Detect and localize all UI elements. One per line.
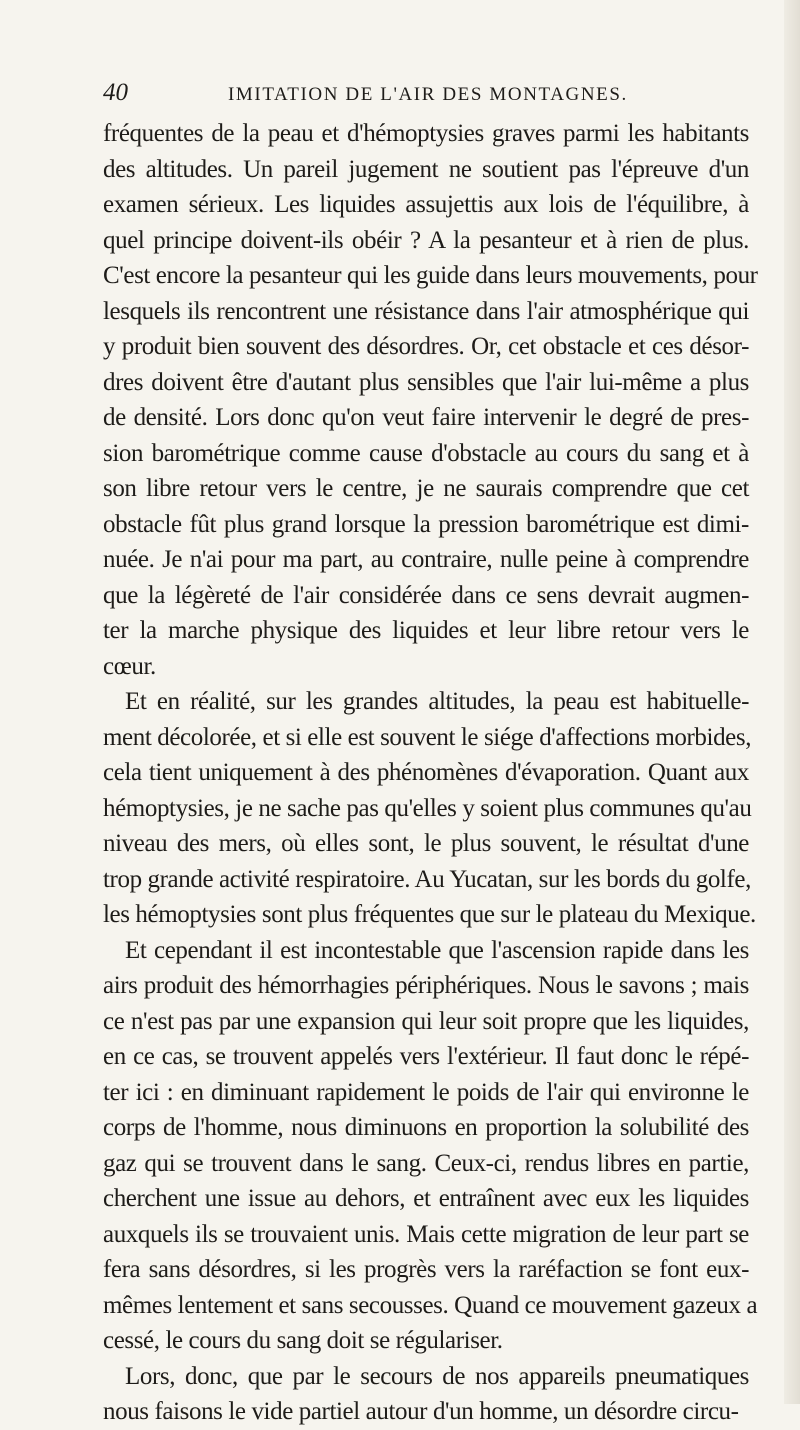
text-line: airs produit des hémorrhagies périphériques. Nous le savons ; mais [103, 972, 749, 999]
text-line: corps de l'homme, nous diminuons en proportion la solubilité des [103, 1114, 749, 1141]
text-line: hémoptysies, je ne sache pas qu'elles y soient plus communes qu'au [103, 794, 752, 822]
text-line: sion barométrique comme cause d'obstacle au cours du sang et à [103, 439, 749, 467]
text-line: cela tient uniquement à des phénomènes d'évaporation. Quant aux [103, 759, 749, 786]
text-line: C'est encore la pesanteur qui les guide dans leurs mouvements, pour [103, 262, 758, 289]
text-line: trop grande activité respiratoire. Au Yucatan, sur les bords du golfe, [103, 865, 751, 893]
page-header [103, 79, 749, 107]
text-line: son libre retour vers le centre, je ne saurais comprendre que cet [103, 475, 749, 502]
text-line: auxquels ils se trouvaient unis. Mais cette migration de leur part se [103, 1220, 749, 1248]
text-line: Et en réalité, sur les grandes altitudes, la peau est habituelle- [125, 688, 749, 715]
text-line: de densité. Lors donc qu'on veut faire intervenir le degré de pres- [103, 404, 749, 431]
text-line: ce n'est pas par une expansion qui leur soit propre que les liquides, [103, 1007, 749, 1035]
text-line: examen sérieux. Les liquides assujettis aux lois de l'équilibre, à [103, 191, 749, 218]
page-number: 40 [103, 79, 128, 106]
text-line: ter la marche physique des liquides et leur libre retour vers le [103, 617, 749, 644]
page-edge [784, 0, 800, 1404]
text-line: lesquels ils rencontrent une résistance dans l'air atmosphérique qui [103, 297, 749, 325]
text-line: cessé, le cours du sang doit se régulariser. [103, 1327, 503, 1354]
text-line: que la légèreté de l'air considérée dans ce sens devrait augmen- [103, 581, 749, 609]
text-line: obstacle fût plus grand lorsque la pression barométrique est dimi- [103, 510, 749, 538]
text-line: quel principe doivent-ils obéir ? A la pesanteur et à rien de plus. [103, 226, 749, 254]
text-line: mêmes lentement et sans secousses. Quand ce mouvement gazeux a [103, 1291, 758, 1319]
text-line: cœur. [103, 652, 156, 680]
text-line: fréquentes de la peau et d'hémoptysies graves parmi les habitants [103, 120, 749, 147]
text-line: niveau des mers, où elles sont, le plus souvent, le résultat d'une [103, 830, 749, 857]
text-line: ment décolorée, et si elle est souvent le siége d'affections morbides, [103, 723, 752, 751]
text-line: gaz qui se trouvent dans le sang. Ceux-ci, rendus libres en partie, [103, 1149, 749, 1177]
text-line: nuée. Je n'ai pour ma part, au contraire, nulle peine à comprendre [103, 546, 749, 573]
text-line: y produit bien souvent des désordres. Or, cet obstacle et ces désor- [103, 333, 749, 360]
text-line: des altitudes. Un pareil jugement ne soutient pas l'épreuve d'un [103, 155, 749, 183]
text-line: nous faisons le vide partiel autour d'un homme, un désordre circu- [103, 1398, 739, 1425]
text-line: fera sans désordres, si les progrès vers la raréfaction se font eux- [103, 1256, 749, 1283]
text-line: dres doivent être d'autant plus sensibles que l'air lui-même a plus [103, 368, 749, 396]
text-line: ter ici : en diminuant rapidement le poids de l'air qui environne le [103, 1078, 749, 1106]
text-line: les hémoptysies sont plus fréquentes que sur le plateau du Mexique. [103, 901, 756, 928]
text-line: cherchent une issue au dehors, et entraînent avec eux les liquides [103, 1185, 749, 1212]
text-line: en ce cas, se trouvent appelés vers l'extérieur. Il faut donc le répé- [103, 1043, 749, 1070]
text-line: Et cependant il est incontestable que l'ascension rapide dans les [125, 936, 749, 964]
running-head: IMITATION DE L'AIR DES MONTAGNES. [228, 84, 628, 105]
body-text [103, 116, 758, 1430]
text-line: Lors, donc, que par le secours de nos appareils pneumatiques [125, 1362, 749, 1390]
